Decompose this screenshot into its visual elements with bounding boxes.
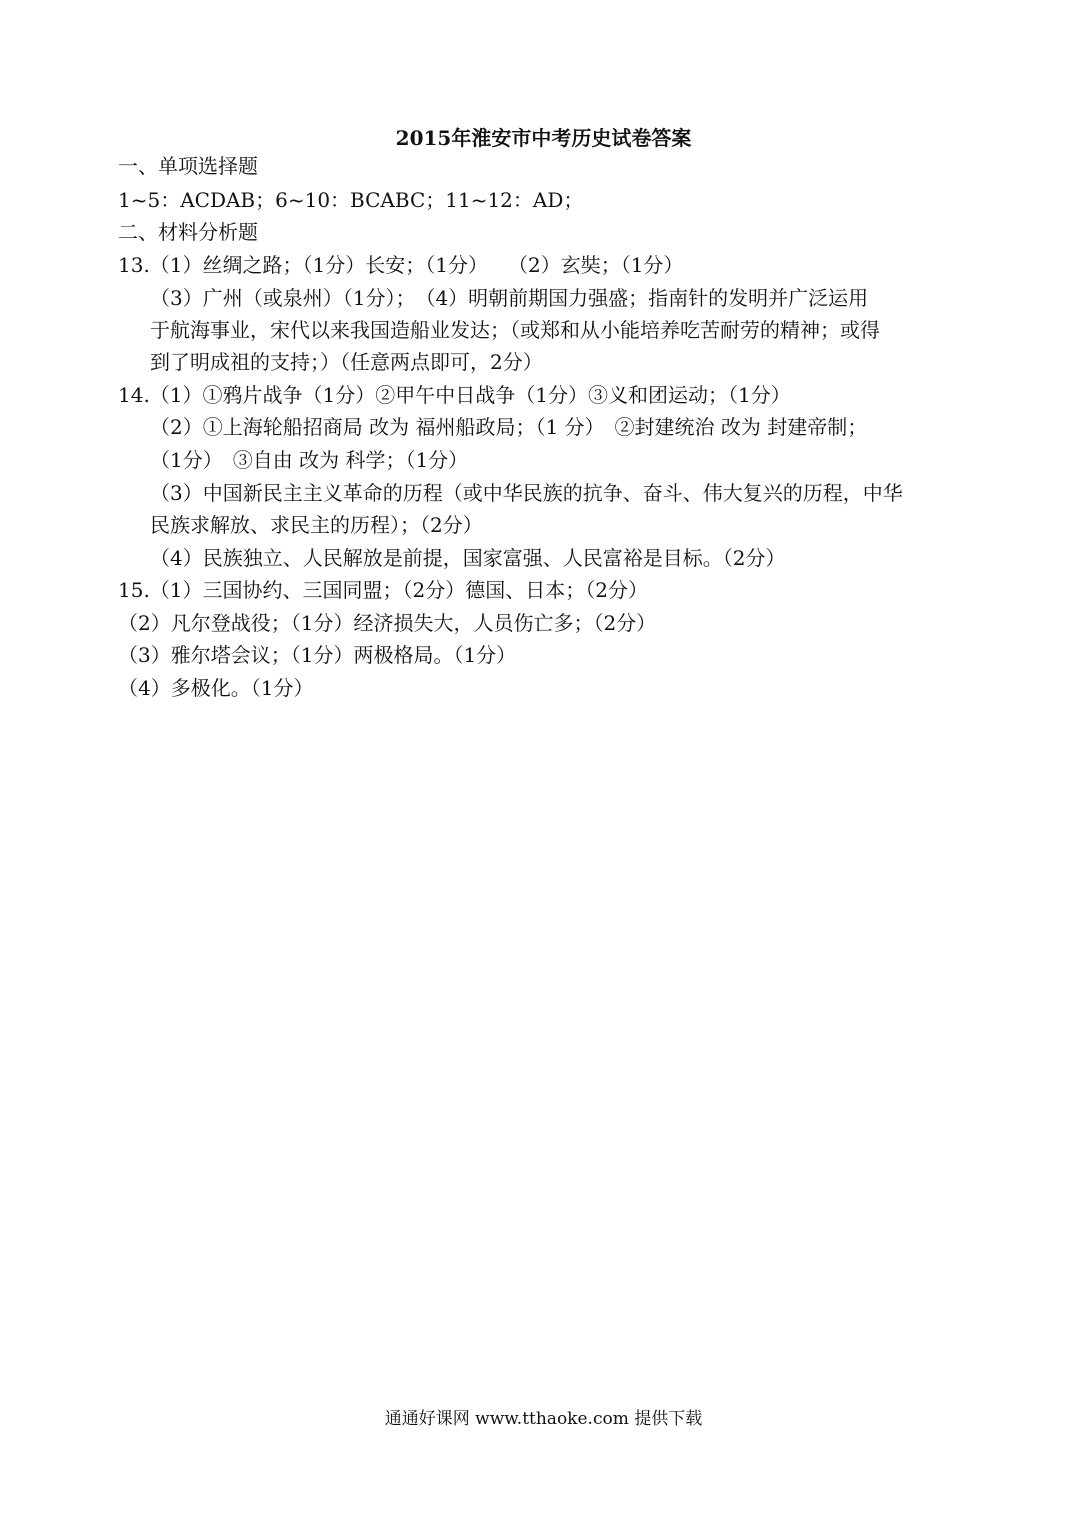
section-heading-choice: 一、单项选择题: [118, 154, 258, 178]
answer-14-line-2: （2）①上海轮船招商局 改为 福州船政局；（1 分） ②封建统治 改为 封建帝制；: [150, 415, 868, 439]
footer-source: 通通好课网 www.tthaoke.com 提供下载: [384, 1409, 703, 1429]
section-heading-material: 二、材料分析题: [118, 220, 258, 244]
answer-15-line-1: 15.（1）三国协约、三国同盟；（2分）德国、日本；（2分）: [118, 578, 648, 602]
answer-14-line-1: 14.（1）①鸦片战争（1分）②甲午中日战争（1分）③义和团运动；（1分）: [118, 383, 791, 407]
answer-15-line-3: （3）雅尔塔会议；（1分）两极格局。（1分）: [118, 643, 517, 667]
answer-15-line-4: （4）多极化。（1分）: [118, 676, 314, 700]
document-title: 2015年淮安市中考历史试卷答案: [395, 126, 692, 150]
answer-13-line-3: 于航海事业，宋代以来我国造船业发达；（或郑和从小能培养吃苦耐劳的精神；或得: [150, 318, 880, 342]
answer-14-line-5: 民族求解放、求民主的历程）；（2分）: [150, 513, 483, 537]
answer-15-line-2: （2）凡尔登战役；（1分）经济损失大，人员伤亡多；（2分）: [118, 611, 657, 635]
answer-13-line-1: 13.（1）丝绸之路；（1分）长安；（1分） （2）玄奘；（1分）: [118, 253, 684, 277]
answer-13-line-2: （3）广州（或泉州）（1分）； （4）明朝前期国力强盛；指南针的发明并广泛运用: [150, 286, 869, 310]
answer-13-line-4: 到了明成祖的支持；）（任意两点即可，2分）: [150, 350, 543, 374]
answer-14-line-6: （4）民族独立、人民解放是前提，国家富强、人民富裕是目标。（2分）: [150, 546, 786, 570]
answer-14-line-4: （3）中国新民主主义革命的历程（或中华民族的抗争、奋斗、伟大复兴的历程，中华: [150, 481, 903, 505]
answer-14-line-3: （1分） ③自由 改为 科学；（1分）: [150, 448, 469, 472]
choice-answers: 1~5：ACDAB；6~10：BCABC；11~12：AD；: [118, 188, 584, 212]
